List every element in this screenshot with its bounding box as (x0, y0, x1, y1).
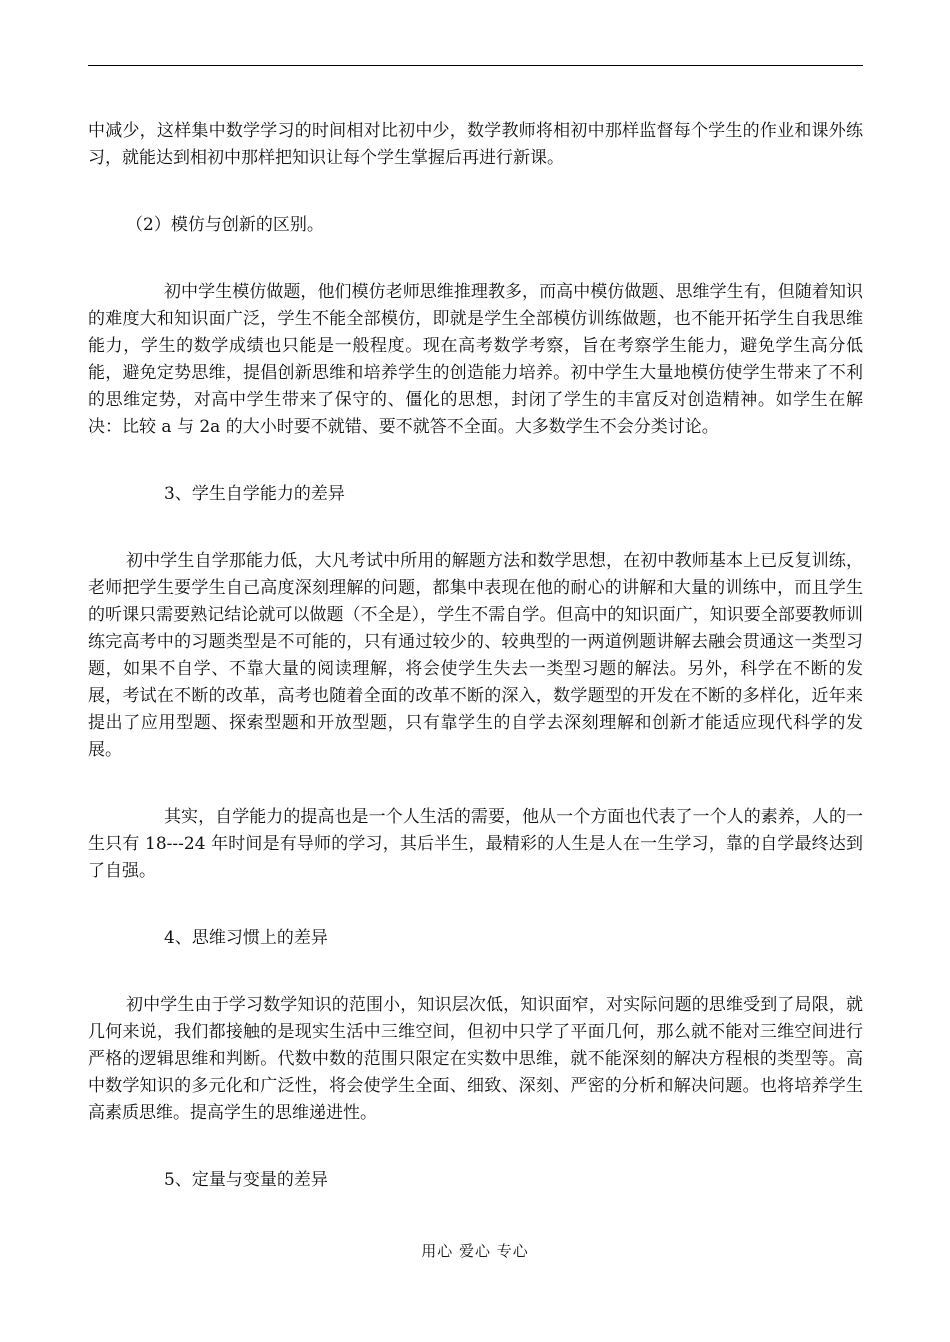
paragraph-self-study: 初中学生自学那能力低，大凡考试中所用的解题方法和数学思想，在初中教师基本上已反复训练，老师把学生要学生自己高度深刻理解的问题，都集中表现在他的耐心的讲解和大量的训练中，而且学生的听课只需要熟记结论就可以做题（不全是），学生不需自学。但高中的知识面广，知识要全部要教师训练完高考中的习题类型是不可能的，只有通过较少的、较典型的一两道例题讲解去融会贯通这一类型习题，如果不自学、不靠大量的阅读理解，将会使学生失去一类型习题的解法。另外，科学在不断的发展，考试在不断的改革，高考也随着全面的改革不断的深入，数学题型的开发在不断的多样化，近年来提出了应用型题、探索型题和开放型题，只有靠学生的自学去深刻理解和创新才能适应现代科学的发展。 (88, 551, 863, 760)
document-body (88, 118, 863, 1194)
paragraph-continuation: 中减少，这样集中数学学习的时间相对比初中少，数学教师将相初中那样监督每个学生的作业和课外练习，就能达到相初中那样把知识让每个学生掌握后再进行新课。 (88, 121, 863, 168)
subheading-imitation-innovation: （2）模仿与创新的区别。 (126, 215, 324, 235)
page-footer: 用心 爱心 专心 (421, 1242, 529, 1260)
heading-self-study: 3、学生自学能力的差异 (164, 484, 345, 504)
header-rule (88, 65, 863, 66)
heading-constant-variable: 5、定量与变量的差异 (164, 1170, 328, 1190)
paragraph-imitation: 初中学生模仿做题，他们模仿老师思维推理教多，而高中模仿做题、思维学生有，但随着知识的难度大和知识面广泛，学生不能全部模仿，即就是学生全部模仿训练做题，也不能开拓学生自我思维能力，学生的数学成绩也只能是一般程度。现在高考数学考察，旨在考察学生能力，避免学生高分低能，避免定势思维，提倡创新思维和培养学生的创造能力培养。初中学生大量地模仿使学生带来了不利的思维定势，对高中学生带来了保守的、僵化的思想，封闭了学生的丰富反对创造精神。如学生在解决：比较 a 与 2a 的大小时要不就错、要不就答不全面。大多数学生不会分类讨论。 (88, 282, 863, 437)
paragraph-self-study-value: 其实，自学能力的提高也是一个人生活的需要，他从一个方面也代表了一个人的素养，人的一生只有 18---24 年时间是有导师的学习，其后半生，最精彩的人生是人在一生学习，靠的自学最终达到了自强。 (88, 807, 863, 881)
paragraph-thinking-habits: 初中学生由于学习数学知识的范围小，知识层次低，知识面窄，对实际问题的思维受到了局限，就几何来说，我们都接触的是现实生活中三维空间，但初中只学了平面几何，那么就不能对三维空间进行严格的逻辑思维和判断。代数中数的范围只限定在实数中思维，就不能深刻的解决方程根的类型等。高中数学知识的多元化和广泛性，将会使学生全面、细致、深刻、严密的分析和解决问题。也将培养学生高素质思维。提高学生的思维递进性。 (88, 995, 863, 1123)
heading-thinking-habits: 4、思维习惯上的差异 (164, 928, 328, 948)
